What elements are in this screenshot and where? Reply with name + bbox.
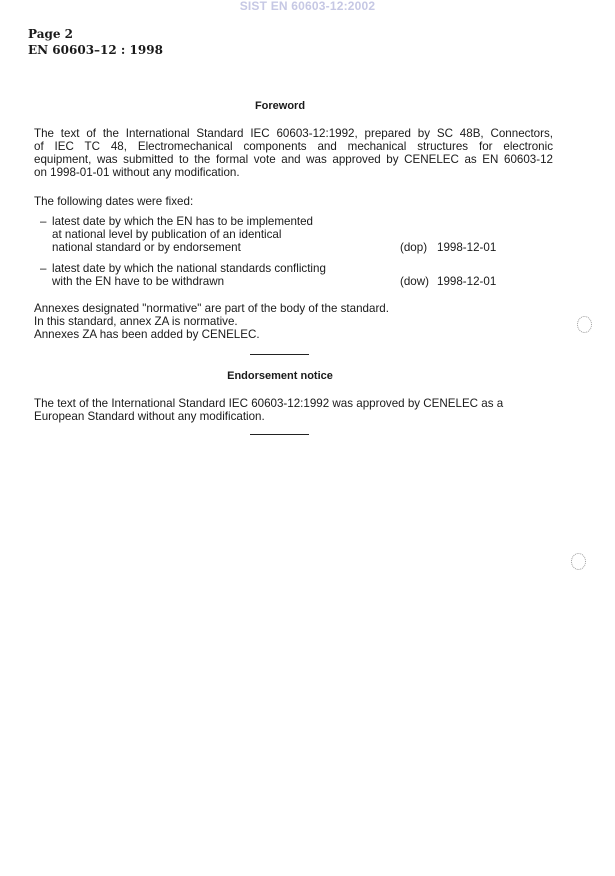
paragraph-line: The text of the International Standard IEC 60603-12:1992, prepared by SC 48B, Connectors, — [34, 127, 553, 140]
foreword-paragraph — [34, 127, 553, 179]
standard-reference: EN 60603–12 : 1998 — [28, 43, 163, 57]
endorsement-line: European Standard without any modification. — [34, 410, 265, 423]
section-divider — [250, 354, 309, 355]
dash-bullet: – — [40, 215, 47, 228]
annex-line: In this standard, annex ZA is normative. — [34, 315, 238, 328]
dow-code: (dow) — [400, 275, 429, 288]
paragraph-line: of IEC TC 48, Electromechanical components and mechanical structures for electronic — [34, 140, 553, 153]
annex-paragraph — [34, 302, 553, 341]
dates-intro: The following dates were fixed: — [34, 195, 194, 208]
date-item-line: latest date by which the national standards conflicting — [52, 262, 326, 275]
annex-line: Annexes designated "normative" are part of the body of the standard. — [34, 302, 389, 315]
binder-hole-icon — [577, 316, 592, 333]
binder-hole-icon — [571, 553, 586, 570]
watermark: SIST EN 60603-12:2002 — [239, 0, 376, 13]
date-item-line: latest date by which the EN has to be implemented — [52, 215, 314, 228]
date-item-line: national standard or by endorsement — [52, 241, 241, 254]
endorsement-paragraph — [34, 397, 553, 423]
date-item-line: with the EN have to be withdrawn — [52, 275, 225, 288]
dow-date: 1998-12-01 — [437, 275, 497, 288]
foreword-heading: Foreword — [254, 100, 306, 112]
page-number: Page 2 — [28, 27, 74, 41]
paragraph-line: equipment, was submitted to the formal vote and was approved by CENELEC as EN 60603-12 — [34, 153, 553, 166]
page-header — [28, 26, 163, 58]
date-item-line: at national level by publication of an identical — [52, 228, 282, 241]
endorsement-heading: Endorsement notice — [227, 370, 333, 382]
dop-date: 1998-12-01 — [437, 241, 497, 254]
dop-code: (dop) — [400, 241, 428, 254]
annex-line: Annexes ZA has been added by CENELEC. — [34, 328, 260, 341]
end-divider — [250, 434, 309, 435]
paragraph-line: on 1998-01-01 without any modification. — [34, 166, 240, 179]
endorsement-line: The text of the International Standard IEC 60603-12:1992 was approved by CENELEC as a — [34, 397, 504, 410]
dash-bullet: – — [40, 262, 47, 275]
